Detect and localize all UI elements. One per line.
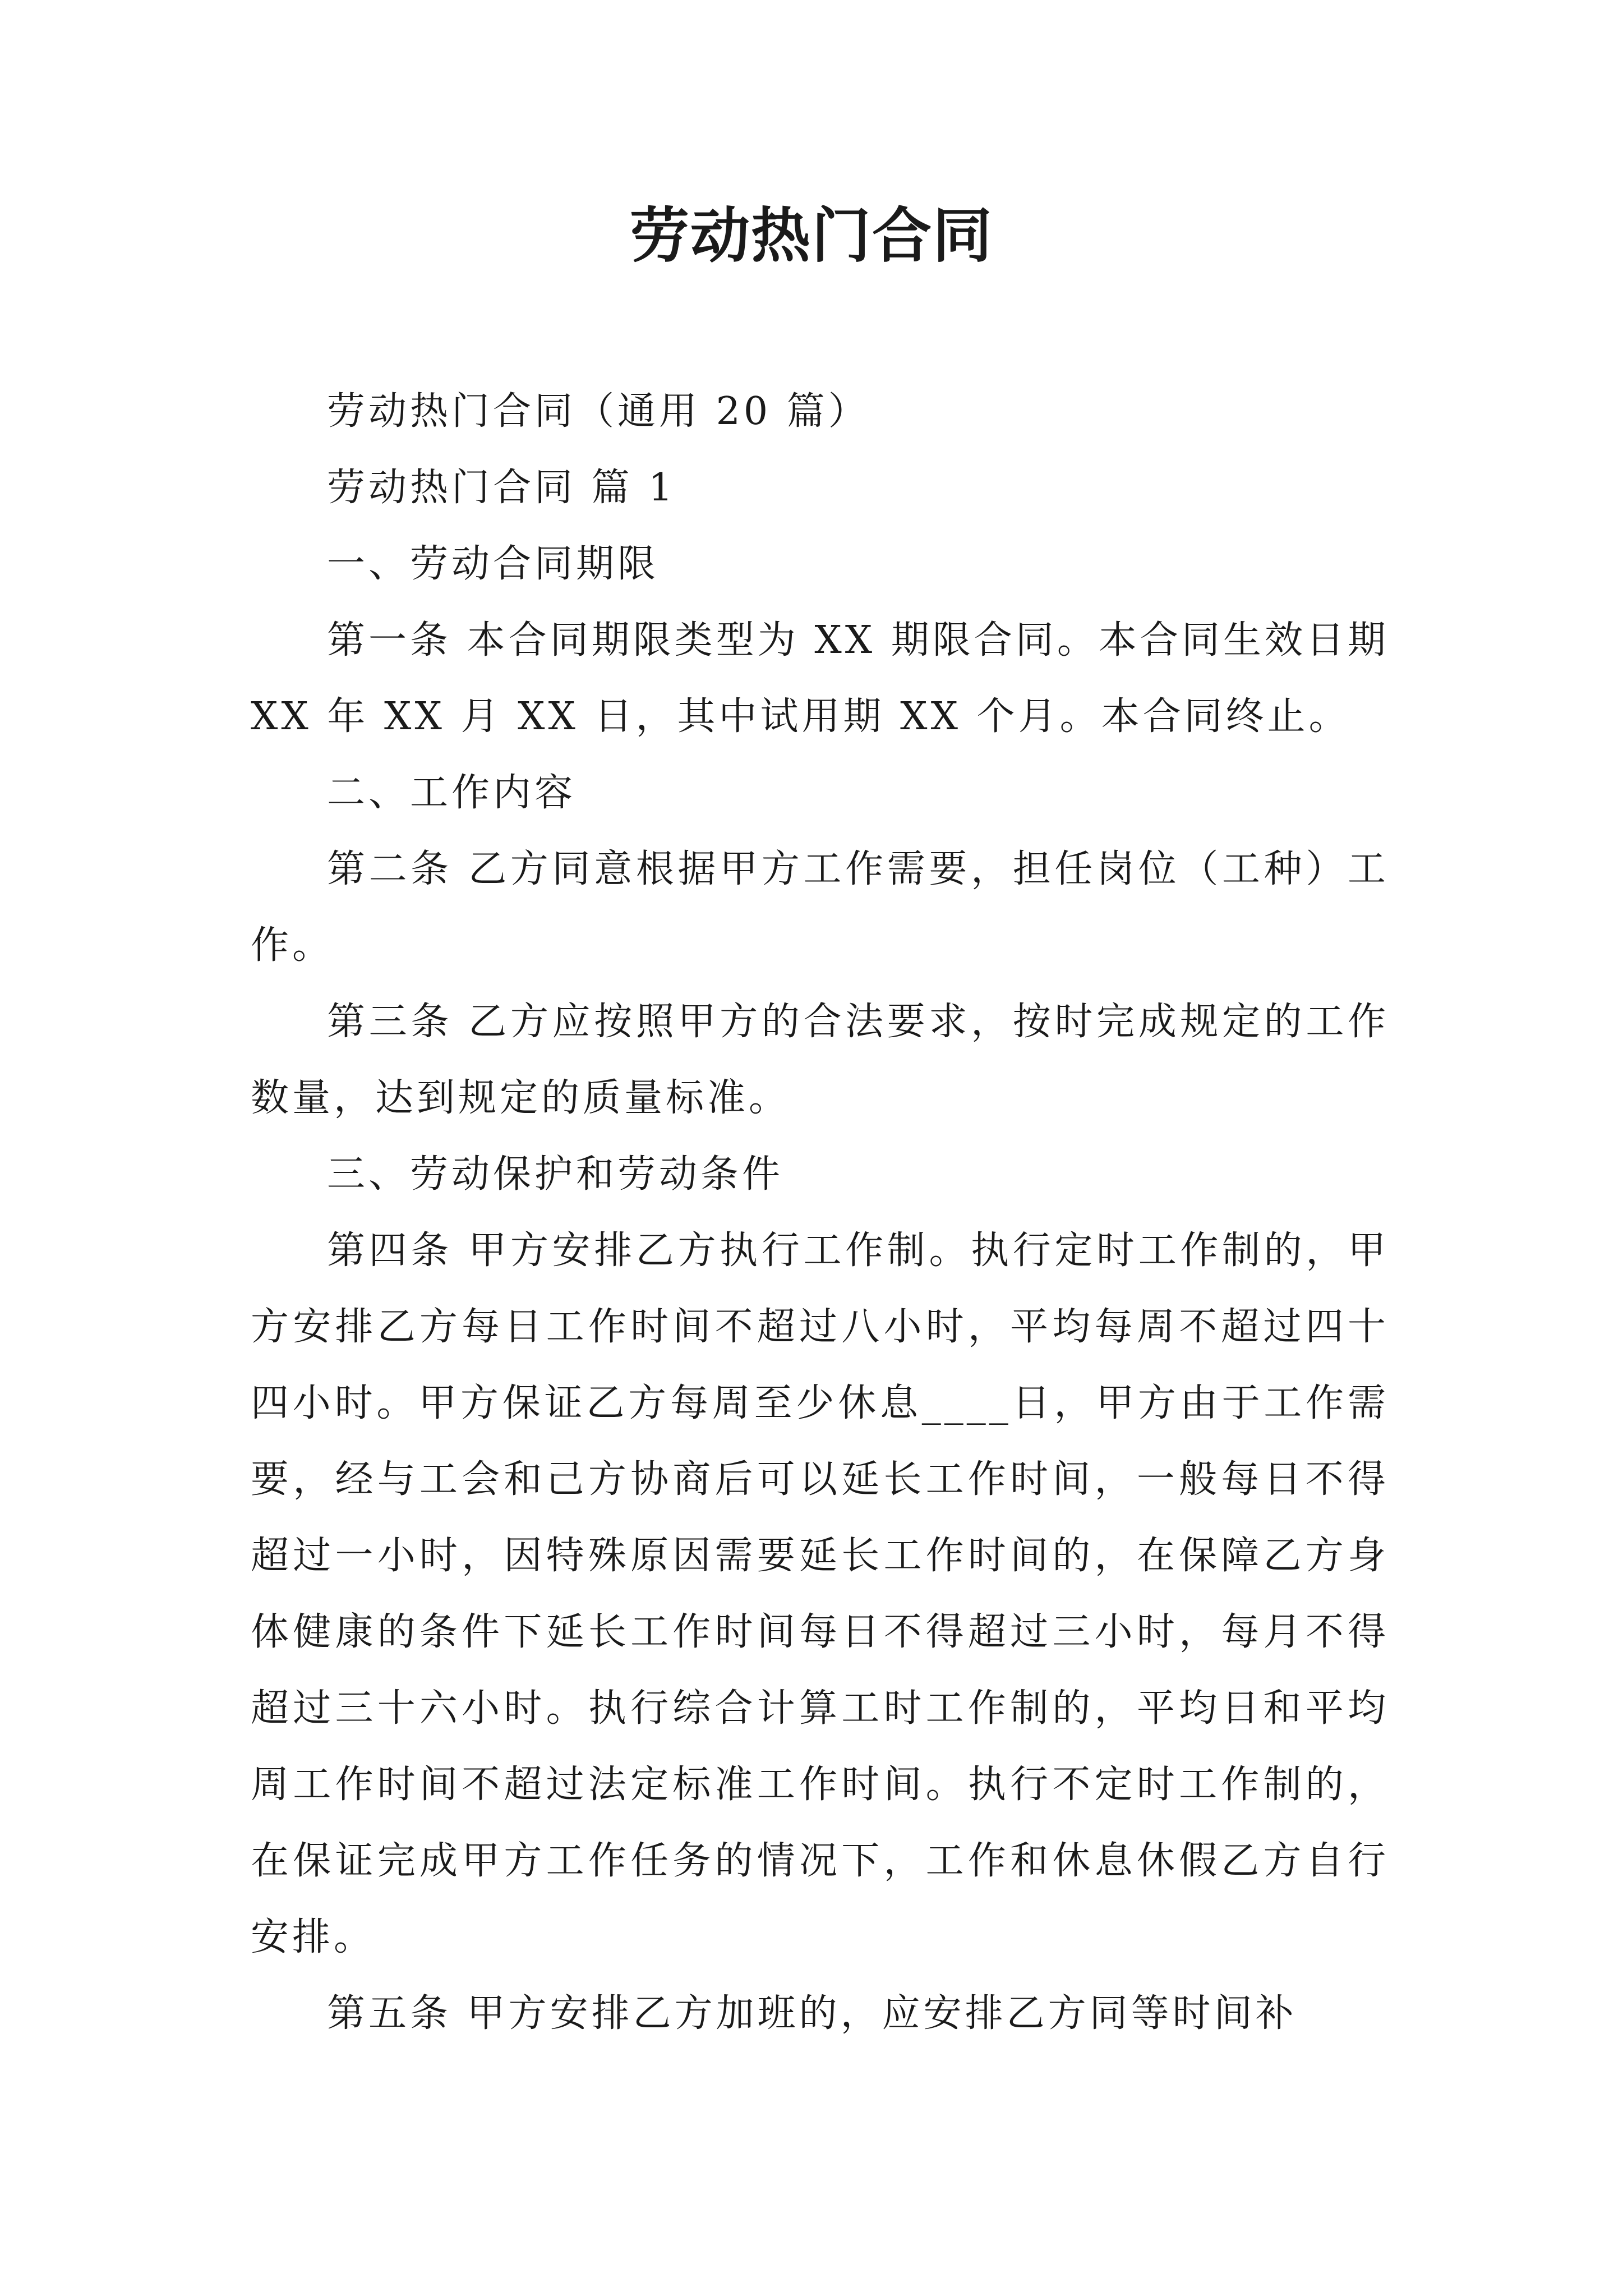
paragraph-section-heading: 劳动热门合同 篇 1 [327, 466, 676, 510]
paragraph-article-4: 第四条 甲方安排乙方执行工作制。执行定时工作制的，甲方安排乙方每日工作时间不超过八小时，平均每周不超过四十四小时。甲方保证乙方每周至少休息____日，甲方由于工作需要，经与工会和己方协商后可以延长工作时间，一般每日不得超过一小时，因特殊原因需要延长工作时间的，在保障乙方身体健康的条件下延长工作时间每日不得超过三小时，每月不得超过三十六小时。执行综合计算工时工作制的，平均日和平均周工作时间不超过法定标准工作时间。执行不定时工作制的，在保证完成甲方工作任务的情况下，工作和休息休假乙方自行安排。 [251, 1228, 1389, 1959]
paragraph-subtitle: 劳动热门合同（通用 20 篇） [327, 389, 870, 434]
paragraph-article-2: 第二条 乙方同意根据甲方工作需要，担任岗位（工种）工作。 [251, 847, 1389, 968]
paragraph-article-3: 第三条 乙方应按照甲方的合法要求，按时完成规定的工作数量，达到规定的质量标准。 [251, 1000, 1389, 1120]
paragraph-heading-3: 三、劳动保护和劳动条件 [327, 1152, 784, 1197]
paragraph-article-1: 第一条 本合同期限类型为 XX 期限合同。本合同生效日期 XX 年 XX 月 XX 日，其中试用期 XX 个月。本合同终止。 [251, 618, 1389, 739]
paragraph-heading-2: 二、工作内容 [327, 771, 577, 815]
paragraph-heading-1: 一、劳动合同期限 [327, 542, 660, 586]
paragraph-article-5: 第五条 甲方安排乙方加班的，应安排乙方同等时间补 [327, 1991, 1297, 2036]
document-title: 劳动热门合同 [630, 200, 993, 270]
document-body [251, 374, 1389, 2052]
